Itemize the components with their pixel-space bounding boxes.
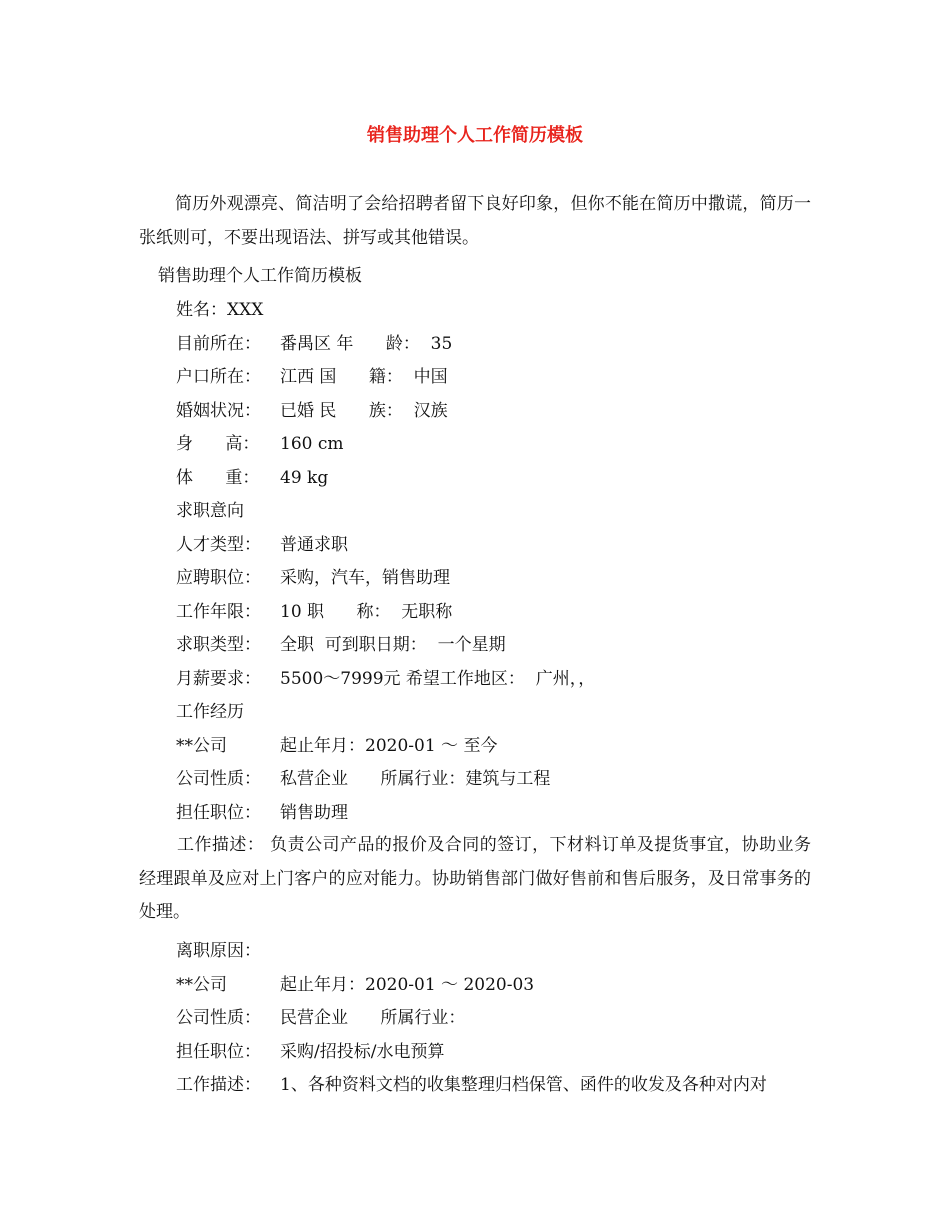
field-label: **公司 [176, 974, 227, 995]
intro-paragraph: 简历外观漂亮、简洁明了会给招聘者留下良好印象，但你不能在简历中撒谎，简历一张纸则可，不要出现语法、拼写或其他错误。 [139, 194, 811, 248]
field-label: 工作年限： [176, 601, 261, 622]
field-value: 起止年月：2020-01 ～ 至今 [280, 735, 498, 756]
field-label: 姓名：XXX [176, 300, 264, 320]
field-value: 全职 可到职日期： 一个星期 [280, 635, 506, 655]
field-value: 销售助理 [280, 802, 348, 823]
field-label: 担任职位： [176, 802, 261, 823]
field-label: 月薪要求： [176, 668, 261, 689]
field-label: 户口所在： [176, 367, 261, 387]
field-value: 江西 国 籍： 中国 [280, 367, 448, 387]
field-label: 求职类型： [176, 635, 261, 655]
field-value: 起止年月：2020-01 ～ 2020-03 [280, 974, 535, 995]
field-value: 160 cm [280, 434, 344, 454]
document-title: 销售助理个人工作简历模板 [367, 125, 583, 146]
field-value: 采购/招投标/水电预算 [280, 1041, 445, 1062]
field-value: 普通求职 [280, 534, 348, 555]
field-value: 民营企业 所属行业： [280, 1008, 466, 1028]
work-description-2-value: 1、各种资料文档的收集整理归档保管、函件的收发及各种对内对 [280, 1075, 767, 1095]
field-label: 离职原因： [176, 941, 261, 961]
field-value: 番禺区 年 龄： 35 [280, 333, 453, 354]
field-value: 私营企业 所属行业：建筑与工程 [280, 769, 551, 789]
field-label: 公司性质： [176, 769, 261, 789]
work-description-1: 工作描述： 负责公司产品的报价及合同的签订，下材料订单及提货事宜，协助业务经理跟单及应对上门客户的应对能力。协助销售部门做好售前和售后服务，及日常事务的处理。 [139, 835, 811, 922]
field-label: 工作经历 [176, 702, 244, 722]
field-value: 采购，汽车，销售助理 [280, 568, 450, 588]
field-label: 婚姻状况： [176, 400, 261, 421]
field-label: 身 高： [176, 434, 260, 454]
field-value: 49 kg [280, 467, 329, 488]
field-value: 已婚 民 族： 汉族 [280, 400, 448, 421]
field-label: 担任职位： [176, 1041, 261, 1062]
field-label: 体 重： [176, 467, 260, 488]
work-description-2-label: 工作描述： [176, 1075, 261, 1095]
field-label: **公司 [176, 735, 227, 756]
field-label: 目前所在： [176, 333, 261, 354]
field-label: 人才类型： [176, 534, 261, 555]
field-label: 求职意向 [176, 501, 244, 521]
field-value: 5500～7999元 希望工作地区： 广州，， [280, 668, 596, 689]
field-value: 10 职 称： 无职称 [280, 601, 453, 622]
subtitle: 销售助理个人工作简历模板 [158, 266, 362, 286]
field-label: 公司性质： [176, 1008, 261, 1028]
field-label: 应聘职位： [176, 568, 261, 588]
